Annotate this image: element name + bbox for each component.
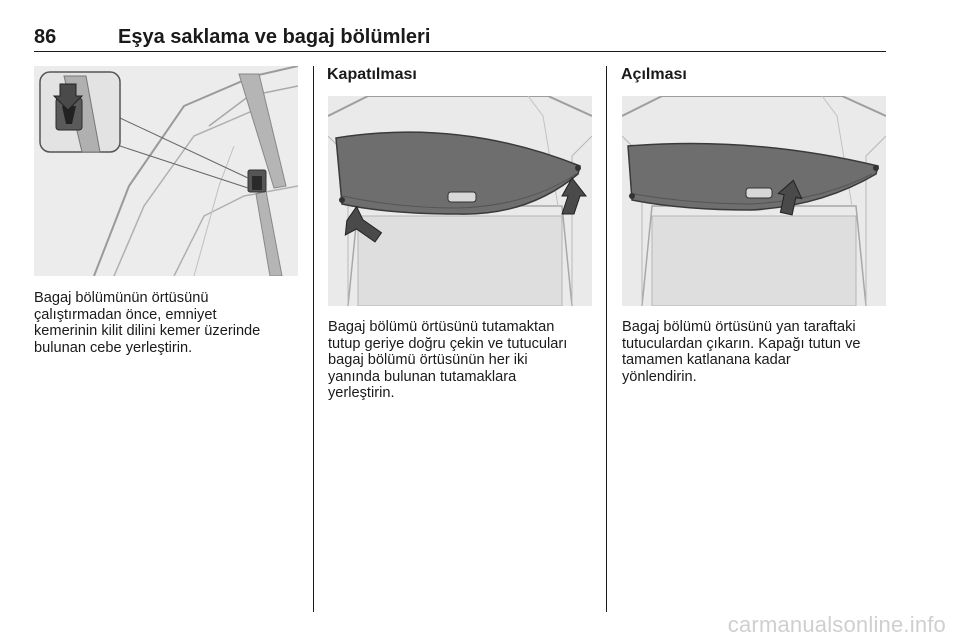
text-line: kemerinin kilit dilini kemer üzerinde (34, 323, 261, 340)
col1-paragraph (34, 290, 304, 356)
text-line: Bagaj bölümü örtüsünü yan taraftaki (622, 319, 856, 335)
cover-opening-illustration (622, 96, 886, 306)
text-line: bagaj bölümü örtüsünün her iki (328, 352, 528, 369)
cover-closing-illustration (328, 96, 592, 306)
text-line: yönlendirin. (622, 368, 697, 385)
col2-paragraph (328, 319, 598, 402)
text-line: yanında bulunan tutamaklara (328, 368, 517, 385)
column-divider-1 (313, 66, 314, 612)
text-line: Bagaj bölümünün örtüsünü (34, 290, 209, 306)
text-line: yerleştirin. (328, 385, 395, 402)
text-line: tutup geriye doğru çekin ve tutucuları (328, 335, 568, 352)
text-line: tutuculardan çıkarın. Kapağı tutun ve (622, 335, 861, 352)
seatbelt-illustration (34, 66, 298, 276)
closing-heading: Kapatılması (327, 66, 417, 83)
page-header (34, 26, 886, 52)
section-title: Eşya saklama ve bagaj bölümleri (118, 26, 431, 48)
text-line: çalıştırmadan önce, emniyet (34, 306, 217, 323)
page-number: 86 (34, 26, 57, 48)
column-divider-2 (606, 66, 607, 612)
opening-heading: Açılması (621, 66, 687, 83)
text-line: tamamen katlanana kadar (622, 352, 791, 369)
watermark: carmanualsonline.info (727, 612, 946, 637)
col3-paragraph (622, 319, 894, 385)
text-line: bulunan cebe yerleştirin. (34, 339, 193, 356)
text-line: Bagaj bölümü örtüsünü tutamaktan (328, 319, 555, 335)
header-rule (34, 51, 886, 52)
